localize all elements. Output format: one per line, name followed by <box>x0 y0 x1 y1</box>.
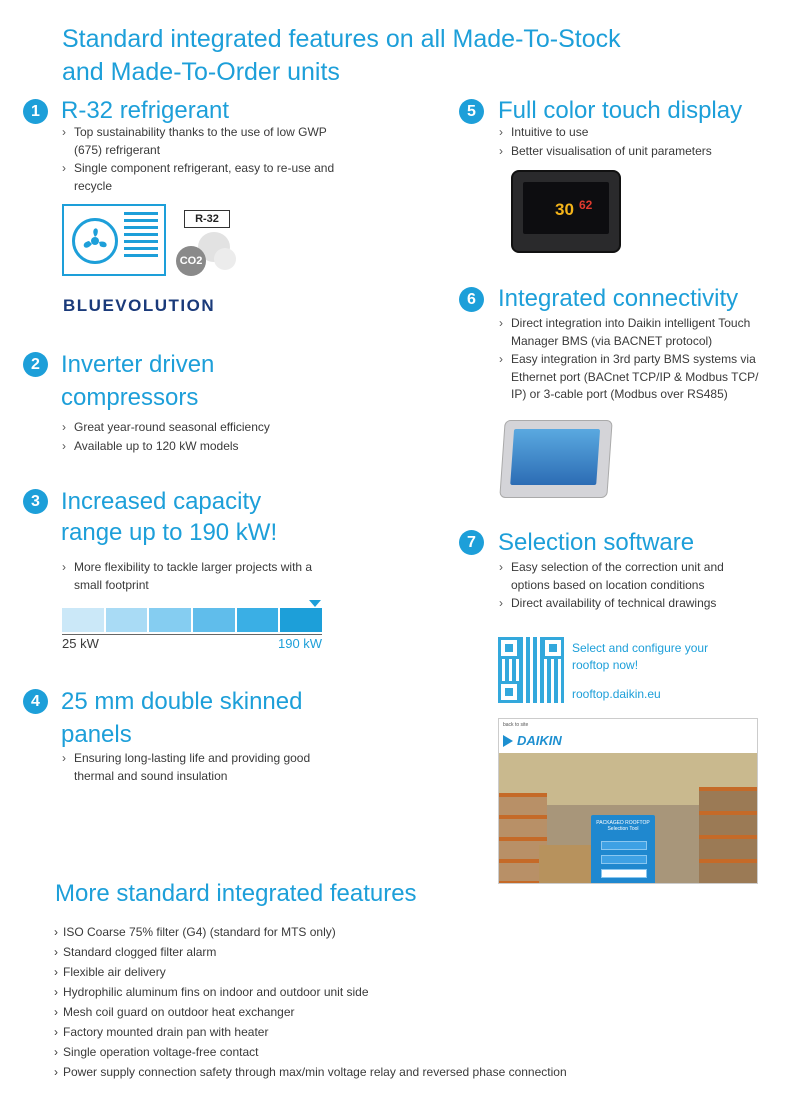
bluevolution-logo: BLUEVOLUTION <box>63 296 216 315</box>
list-item: › Hydrophilic aluminum fins on indoor and outdoor unit side <box>54 982 567 1002</box>
capacity-segment-5 <box>237 608 279 632</box>
section-heading: 25 mm double skinned <box>61 688 303 715</box>
section-heading: Full color touch display <box>498 97 743 124</box>
list-item: › Mesh coil guard on outdoor heat exchanger <box>54 1002 567 1022</box>
bullet-list <box>499 315 784 405</box>
list-item: › Direct availability of technical drawings <box>499 595 784 613</box>
unit-fan-illustration <box>62 204 166 276</box>
fan-icon <box>72 218 118 264</box>
back-link: back to site <box>503 722 529 728</box>
touch-display-image <box>511 170 621 253</box>
capacity-marker-icon <box>309 600 321 607</box>
co2-icon: CO2 <box>176 246 206 276</box>
bullet-list <box>62 559 362 595</box>
section-heading: R-32 refrigerant <box>61 97 230 124</box>
list-item: › Great year-round seasonal efficiency <box>62 419 362 437</box>
bullet-list <box>62 419 362 456</box>
list-item: › Direct integration into Daikin intelligent Touch Manager BMS (via BACNET protocol) <box>499 315 784 350</box>
display-value-secondary: 62 <box>579 198 593 212</box>
list-item: › Ensuring long-lasting life and providing good thermal and sound insulation <box>62 750 362 785</box>
section-heading: panels <box>61 721 132 748</box>
page-title <box>62 23 682 89</box>
bullet-list <box>62 124 362 196</box>
selection-software-screenshot <box>498 718 758 884</box>
display-screen <box>523 182 609 234</box>
warehouse-scene <box>499 753 757 883</box>
section-heading: Integrated connectivity <box>498 285 739 312</box>
more-features-heading: More standard integrated features <box>55 880 417 907</box>
capacity-range-bar <box>62 608 322 632</box>
list-item: › Better visualisation of unit parameters <box>499 143 779 161</box>
capacity-segment-1 <box>62 608 104 632</box>
list-item: › Single operation voltage-free contact <box>54 1042 567 1062</box>
list-item: › Factory mounted drain pan with heater <box>54 1022 567 1042</box>
capacity-max-label: 190 kW <box>278 636 323 651</box>
vent-lines <box>124 212 158 261</box>
section-heading: range up to 190 kW! <box>61 519 278 546</box>
list-item: › Single component refrigerant, easy to re-use and recycle <box>62 160 362 195</box>
section-number-badge: 5 <box>459 99 484 124</box>
list-item: › Easy integration in 3rd party BMS systems via Ethernet port (BACnet TCP/IP & Modbus TCP/ IP) or 3-cable port (Modbus over RS485) <box>499 351 784 404</box>
capacity-min-label: 25 kW <box>62 636 99 651</box>
capacity-axis-line <box>62 634 322 635</box>
list-item: › Standard clogged filter alarm <box>54 942 567 962</box>
section-number-badge: 2 <box>23 352 48 377</box>
list-item: › Top sustainability thanks to the use of low GWP (675) refrigerant <box>62 124 362 159</box>
section-number-badge: 1 <box>23 99 48 124</box>
cloud-icon <box>214 248 236 270</box>
section-heading: compressors <box>61 384 199 411</box>
screenshot-header <box>499 719 757 753</box>
bullet-list <box>499 124 779 161</box>
list-item: › ISO Coarse 75% filter (G4) (standard for MTS only) <box>54 922 567 942</box>
section-number-badge: 3 <box>23 489 48 514</box>
bullet-list <box>499 559 784 614</box>
capacity-segment-3 <box>149 608 191 632</box>
touch-manager-tablet-image <box>499 420 612 498</box>
tablet-screen <box>510 429 600 485</box>
qr-code-icon[interactable] <box>498 637 564 703</box>
list-item: › More flexibility to tackle larger projects with a small footprint <box>62 559 362 594</box>
section-number-badge: 6 <box>459 287 484 312</box>
page-title-line-2: and Made-To-Order units <box>62 57 340 86</box>
rooftop-link[interactable]: rooftop.daikin.eu <box>572 687 661 701</box>
section-number-badge: 4 <box>23 689 48 714</box>
daikin-logo-icon <box>503 735 513 747</box>
display-value-main: 30 <box>555 200 574 219</box>
capacity-segment-4 <box>193 608 235 632</box>
list-item: › Intuitive to use <box>499 124 779 142</box>
qr-caption: Select and configure your rooftop now! <box>572 641 709 672</box>
selection-tool-panel: PACKAGED ROOFTOP Selection Tool <box>591 815 655 884</box>
section-heading: Increased capacity <box>61 488 262 515</box>
list-item: › Easy selection of the correction unit and options based on location conditions <box>499 559 784 594</box>
list-item: › Power supply connection safety through max/min voltage relay and reversed phase connection <box>54 1062 567 1082</box>
r32-badge: R-32 <box>184 210 230 228</box>
bullet-list <box>62 750 362 786</box>
list-item: › Available up to 120 kW models <box>62 438 362 456</box>
section-number-badge: 7 <box>459 530 484 555</box>
section-heading: Selection software <box>498 529 695 556</box>
more-features-list <box>54 922 567 1082</box>
daikin-brand: DAIKIN <box>517 733 562 748</box>
page-title-line-1: Standard integrated features on all Made-To-Stock <box>62 24 621 53</box>
capacity-segment-2 <box>106 608 148 632</box>
capacity-segment-6 <box>280 608 322 632</box>
list-item: › Flexible air delivery <box>54 962 567 982</box>
section-heading: Inverter driven <box>61 351 215 378</box>
